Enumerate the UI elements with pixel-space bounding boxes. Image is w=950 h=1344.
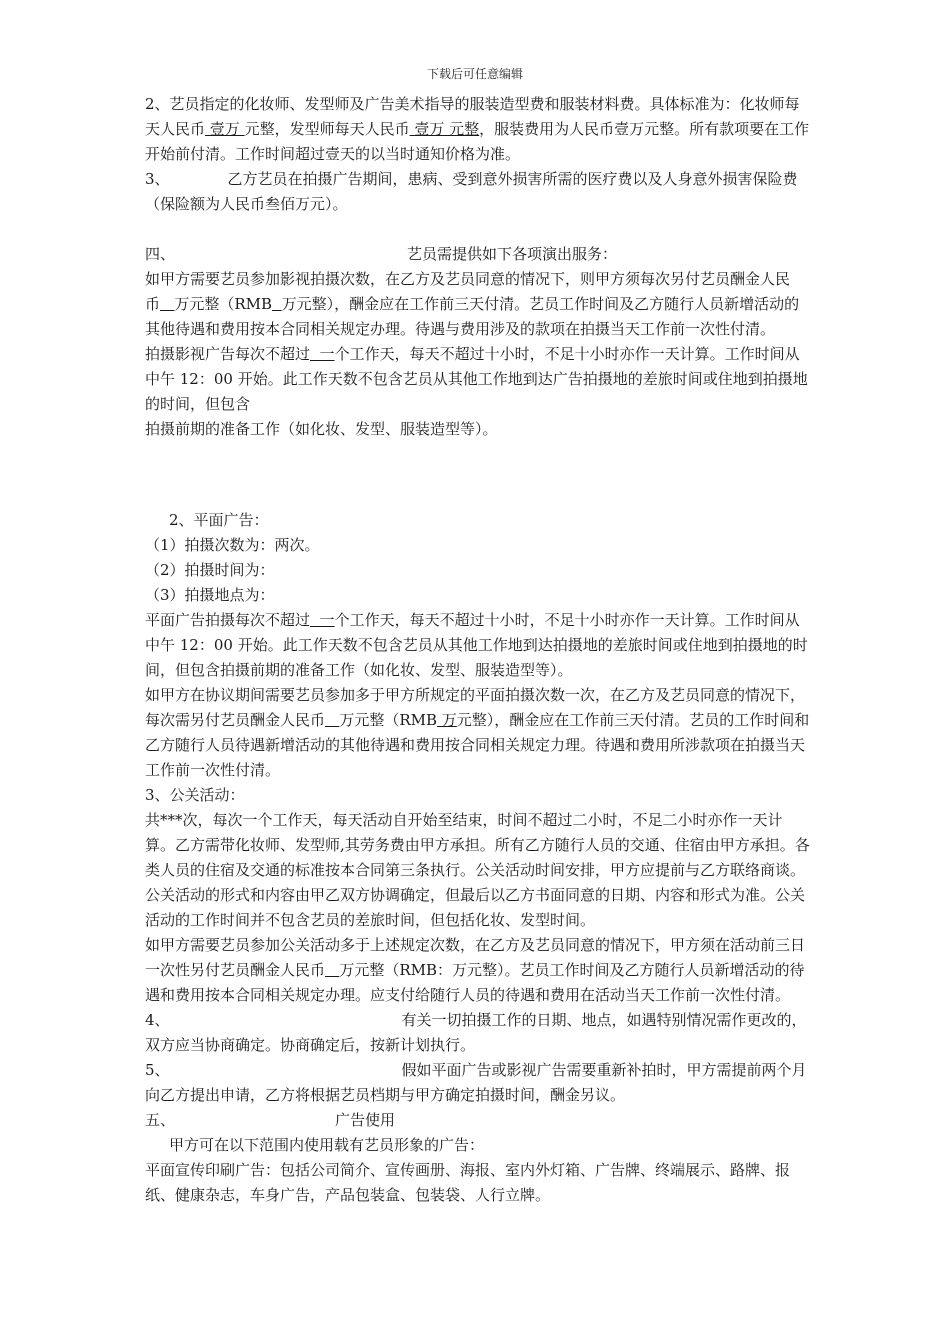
print-ad-item-2: （2）拍摄时间为： xyxy=(145,561,275,579)
section-4-heading xyxy=(145,242,810,267)
page-header: 下载后可任意编辑 xyxy=(426,67,523,81)
blank-amount xyxy=(325,961,339,979)
clause-3-medical xyxy=(145,167,810,217)
print-ad-duration xyxy=(145,608,810,683)
paragraph-text: 元整），酬金应在工作前三天付清。艺员的工作时间和乙方随行人员待遇新增活动的其他待遇和费用按合同相关规定力理。待遇和费用所涉款项在拍摄当天工作前一次性付清。 xyxy=(145,711,810,779)
paragraph-text: 个工作天，每天不超过十小时，不足十小时亦作一天计算。工作时间从中午 12：00 开始。此工作天数不包含艺员从其他工作地到达拍摄地的差旅时间或住地到拍摄地的时间，但包含拍摄前期的准备工作（如化妆、发型、服装造型等）。 xyxy=(145,611,808,679)
clause-2-makeup-fees xyxy=(145,92,810,167)
clause-text: 2、艺员指定的化妆师、发型师及广告美术指导的服装造型费和服装材料费。具体标准为：化妆师每天人民币 xyxy=(145,95,800,138)
pr-heading: 3、公关活动： xyxy=(145,786,245,804)
print-ad-extra-fee xyxy=(145,683,810,783)
clause-text: 假如平面广告或影视广告需要重新补拍时，甲方需提前两个月向乙方提出申请，乙方将根据艺员档期与甲方确定拍摄时间，酬金另议。 xyxy=(145,1061,807,1104)
clause-text: 元整，发型师每天人民币 xyxy=(244,120,410,138)
paragraph-text: 如甲方在协议期间需要艺员参加多于甲方所规定的平面拍摄次数一次，在乙方及艺员同意的情况下，每次需另付艺员酬金人民币 xyxy=(145,686,806,729)
blank-amount: 壹万 xyxy=(205,120,245,138)
ad-usage-print: 平面宣传印刷广告：包括公司简介、宣传画册、海报、室内外灯箱、广告牌、终端展示、路牌、报纸、健康杂志，车身广告，产品包装盒、包装袋、人行立牌。 xyxy=(145,1161,791,1204)
blank-amount: 万 xyxy=(437,711,457,729)
paragraph-text: 万元整（RMB xyxy=(339,711,438,729)
clause-text: 有关一切拍摄工作的日期、地点，如遇特别情况需作更改的，双方应当协商确定。协商确定后，按新计划执行。 xyxy=(145,1011,807,1054)
clause-5-reshoot xyxy=(145,1058,810,1108)
print-ad-heading: 2、平面广告： xyxy=(169,511,269,529)
section-5-heading xyxy=(145,1108,810,1133)
paragraph-text: 个工作天，每天不超过十小时，不足十小时亦作一天计算。工作时间从中午 12：00 开始。此工作天数不包含艺员从其他工作地到达广告拍摄地的差旅时间或住地到拍摄地的时间，但包含 xyxy=(145,345,808,413)
print-ad-item-1: （1）拍摄次数为：两次。 xyxy=(145,536,320,554)
paragraph-text: 万元整（RMB：万元整）。艺员工作时间及乙方随行人员新增活动的待遇和费用按本合同相关规定办理。应支付给随行人员的待遇和费用在活动当天工作前一次性付清。 xyxy=(145,961,805,1004)
document-body xyxy=(145,92,810,1208)
section-number: 五、 xyxy=(145,1111,176,1129)
blank-amount: 壹万 元整 xyxy=(409,120,480,138)
pr-extra-fee xyxy=(145,933,810,1008)
clause-text: 乙方艺员在拍摄广告期间，患病、受到意外损害所需的医疗费以及人身意外损害保险费（保险额为人民币叁佰万元）。 xyxy=(145,170,798,213)
blank-days: 一 xyxy=(310,611,335,629)
section-title: 艺员需提供如下各项演出服务： xyxy=(407,245,618,263)
paragraph-text: 万元整（RMB xyxy=(174,295,273,313)
film-shoot-prep: 拍摄前期的准备工作（如化妆、发型、服装造型等）。 xyxy=(145,420,498,438)
clause-number: 3、 xyxy=(145,170,170,188)
clause-number: 5、 xyxy=(145,1061,170,1079)
ad-usage-intro: 甲方可在以下范围内使用载有艺员形象的广告： xyxy=(169,1136,485,1154)
clause-text: ，服装费用为人民币壹万元整。所有款项要在工作开始前付清。工作时间超过壹天的以当时通知价格为准。 xyxy=(145,120,810,163)
blank-days: 一 xyxy=(310,345,335,363)
section-title: 广告使用 xyxy=(335,1111,396,1129)
clause-number: 4、 xyxy=(145,1011,170,1029)
section-number: 四、 xyxy=(145,245,176,263)
pr-paragraph: 共***次，每次一个工作天，每天活动自开始至结束，时间不超过二小时，不足二小时亦作一天计算。乙方需带化妆师、发型师,其劳务费由甲方承担。所有乙方随行人员的交通、住宿由甲方承担。各类人员的住宿及交通的标准按本合同第三条执行。公关活动时间安排，甲方应提前与乙方联络商谈。公关活动的形式和内容由甲乙双方协调确定，但最后以乙方书面同意的日期、内容和形式为准。公关活动的工作时间并不包含艺员的差旅时间，但包括化妆、发型时间。 xyxy=(145,811,810,929)
print-ad-item-3: （3）拍摄地点为： xyxy=(145,586,275,604)
clause-4-schedule-change xyxy=(145,1008,810,1058)
paragraph-text: 如甲方需要艺员参加影视拍摄次数，在乙方及艺员同意的情况下，则甲方须每次另付艺员酬金人民币 xyxy=(145,270,791,313)
paragraph-text: 平面广告拍摄每次不超过 xyxy=(145,611,311,629)
paragraph-text: 如甲方需要艺员参加公关活动多于上述规定次数，在乙方及艺员同意的情况下，甲方须在活动前三日一次性另付艺员酬金人民币 xyxy=(145,936,806,979)
blank-amount xyxy=(272,295,282,313)
paragraph-text: 万元整），酬金应在工作前三天付清。艺员工作时间及乙方随行人员新增活动的其他待遇和费用按本合同相关规定办理。待遇与费用涉及的款项在拍摄当天工作前一次性付清。 xyxy=(145,295,800,338)
paragraph-text: 拍摄影视广告每次不超过 xyxy=(145,345,311,363)
blank-amount xyxy=(160,295,174,313)
film-shoot-duration xyxy=(145,342,810,417)
film-shoot-paragraph xyxy=(145,267,810,342)
blank-amount xyxy=(325,711,339,729)
